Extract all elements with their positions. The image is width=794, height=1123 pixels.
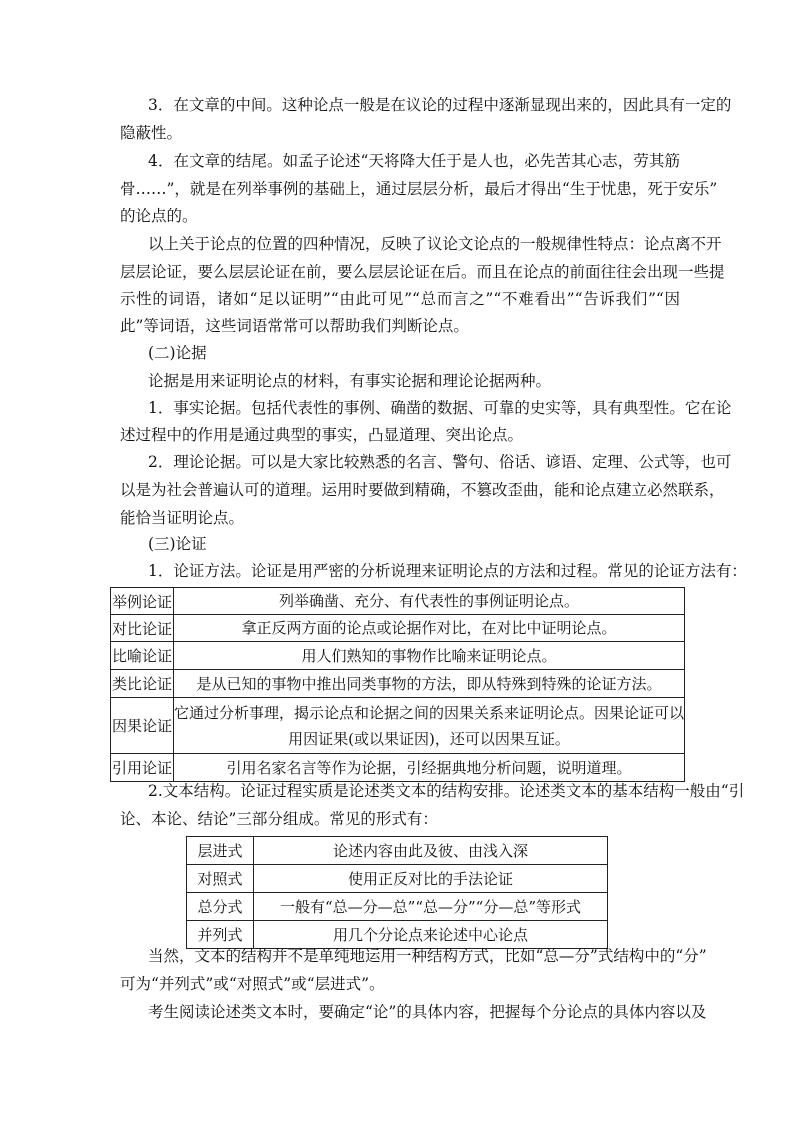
paragraph-line: 1．事实论据。包括代表性的事例、确凿的数据、可靠的史实等，具有典型性。它在论 [148, 399, 732, 417]
method-name-cell: 比喻论证 [111, 642, 174, 670]
method-desc-cell: 用人们熟知的事物作比喻来证明论点。 [173, 642, 684, 670]
structure-desc-cell: 论述内容由此及彼、由浅入深 [254, 837, 608, 865]
method-desc-line: 它通过分析事理，揭示论点和论据之间的因果关系来证明论点。因果论证可以 [173, 703, 684, 722]
method-name-cell: 对比论证 [111, 615, 174, 642]
structure-name-cell: 并列式 [187, 921, 254, 949]
paragraph-line: 可为“并列式”或“对照式”或“层进式”。 [120, 975, 385, 993]
paragraph-line: 考生阅读论述类文本时，要确定“论”的具体内容，把握每个分论点的具体内容以及 [148, 1003, 707, 1021]
paragraph-line: 以上关于论点的位置的四种情况，反映了议论文论点的一般规律性特点：论点离不开 [148, 235, 722, 253]
method-name-cell: 类比论证 [111, 670, 174, 698]
paragraph-line: 以是为社会普遍认可的道理。运用时要做到精确，不篡改歪曲，能和论点建立必然联系， [120, 481, 725, 499]
paragraph-line: 1．论证方法。论证是用严密的分析说理来证明论点的方法和过程。常见的论证方法有： [148, 562, 747, 580]
paragraph-line: 3．在文章的中间。这种论点一般是在议论的过程中逐渐显现出来的，因此具有一定的 [148, 96, 732, 114]
table-row [111, 698, 685, 754]
table-row [111, 615, 685, 642]
structure-name-cell: 层进式 [187, 837, 254, 865]
paragraph-line: 述过程中的作用是通过典型的事实，凸显道理、突出论点。 [120, 426, 524, 444]
paragraph-line: 4．在文章的结尾。如孟子论述“天将降大任于是人也，必先苦其心志，劳其筋 [148, 152, 680, 170]
paragraph-line: 当然，文本的结构并不是单纯地运用一种结构方式，比如“总—分”式结构中的“分” [148, 947, 707, 965]
method-name-cell: 引用论证 [111, 754, 174, 782]
table-row [111, 642, 685, 670]
table-row [187, 837, 608, 865]
section-heading: (三)论证 [148, 535, 207, 553]
paragraph-line: 此”等词语，这些词语常常可以帮助我们判断论点。 [120, 317, 469, 335]
text-structure-table [186, 836, 608, 949]
table-row [187, 865, 608, 893]
structure-name-cell: 总分式 [187, 893, 254, 921]
method-desc-line: 用因证果(或以果证因)，还可以因果互证。 [288, 729, 570, 748]
paragraph-line: 层层论证，要么层层论证在前，要么层层论证在后。而且在论点的前面往往会出现一些提 [120, 263, 725, 281]
paragraph-line: 2.文本结构。论证过程实质是论述类文本的结构安排。论述类文本的基本结构一般由“引 [148, 782, 745, 800]
paragraph-line: 2．理论论据。可以是大家比较熟悉的名言、警句、俗话、谚语、定理、公式等，也可 [148, 453, 732, 471]
method-desc-cell [173, 698, 684, 754]
paragraph-line: 骨……”，就是在列举事例的基础上，通过层层分析，最后才得出“生于忧患，死于安乐” [120, 180, 718, 198]
method-name-cell: 因果论证 [111, 698, 174, 754]
method-name-cell: 举例论证 [111, 588, 174, 615]
method-desc-cell: 是从已知的事物中推出同类事物的方法，即从特殊到特殊的论证方法。 [173, 670, 684, 698]
structure-desc-cell: 一般有“总—分—总”“总—分”“分—总”等形式 [254, 893, 608, 921]
method-desc-cell: 引用名家名言等作为论据，引经据典地分析问题，说明道理。 [173, 754, 684, 782]
table-row [111, 588, 685, 615]
paragraph-line: 能恰当证明论点。 [120, 509, 245, 527]
paragraph-line: 论、本论、结论”三部分组成。常见的形式有： [120, 810, 438, 828]
section-heading: (二)论据 [148, 344, 207, 362]
structure-desc-cell: 用几个分论点来论述中心论点 [254, 921, 608, 949]
structure-desc-cell: 使用正反对比的手法论证 [254, 865, 608, 893]
structure-name-cell: 对照式 [187, 865, 254, 893]
paragraph-line: 隐蔽性。 [120, 124, 183, 142]
paragraph-line: 的论点的。 [120, 207, 198, 225]
method-desc-cell: 列举确凿、充分、有代表性的事例证明论点。 [173, 588, 684, 615]
method-desc-cell: 拿正反两方面的论点或论据作对比，在对比中证明论点。 [173, 615, 684, 642]
table-row [111, 754, 685, 782]
table-row [187, 893, 608, 921]
table-row [111, 670, 685, 698]
paragraph-line: 示性的词语，诸如“足以证明”“由此可见”“总而言之”“不难看出”“告诉我们”“因 [120, 290, 680, 308]
argument-methods-table [110, 587, 685, 782]
paragraph-line: 论据是用来证明论点的材料，有事实论据和理论论据两种。 [148, 372, 552, 390]
